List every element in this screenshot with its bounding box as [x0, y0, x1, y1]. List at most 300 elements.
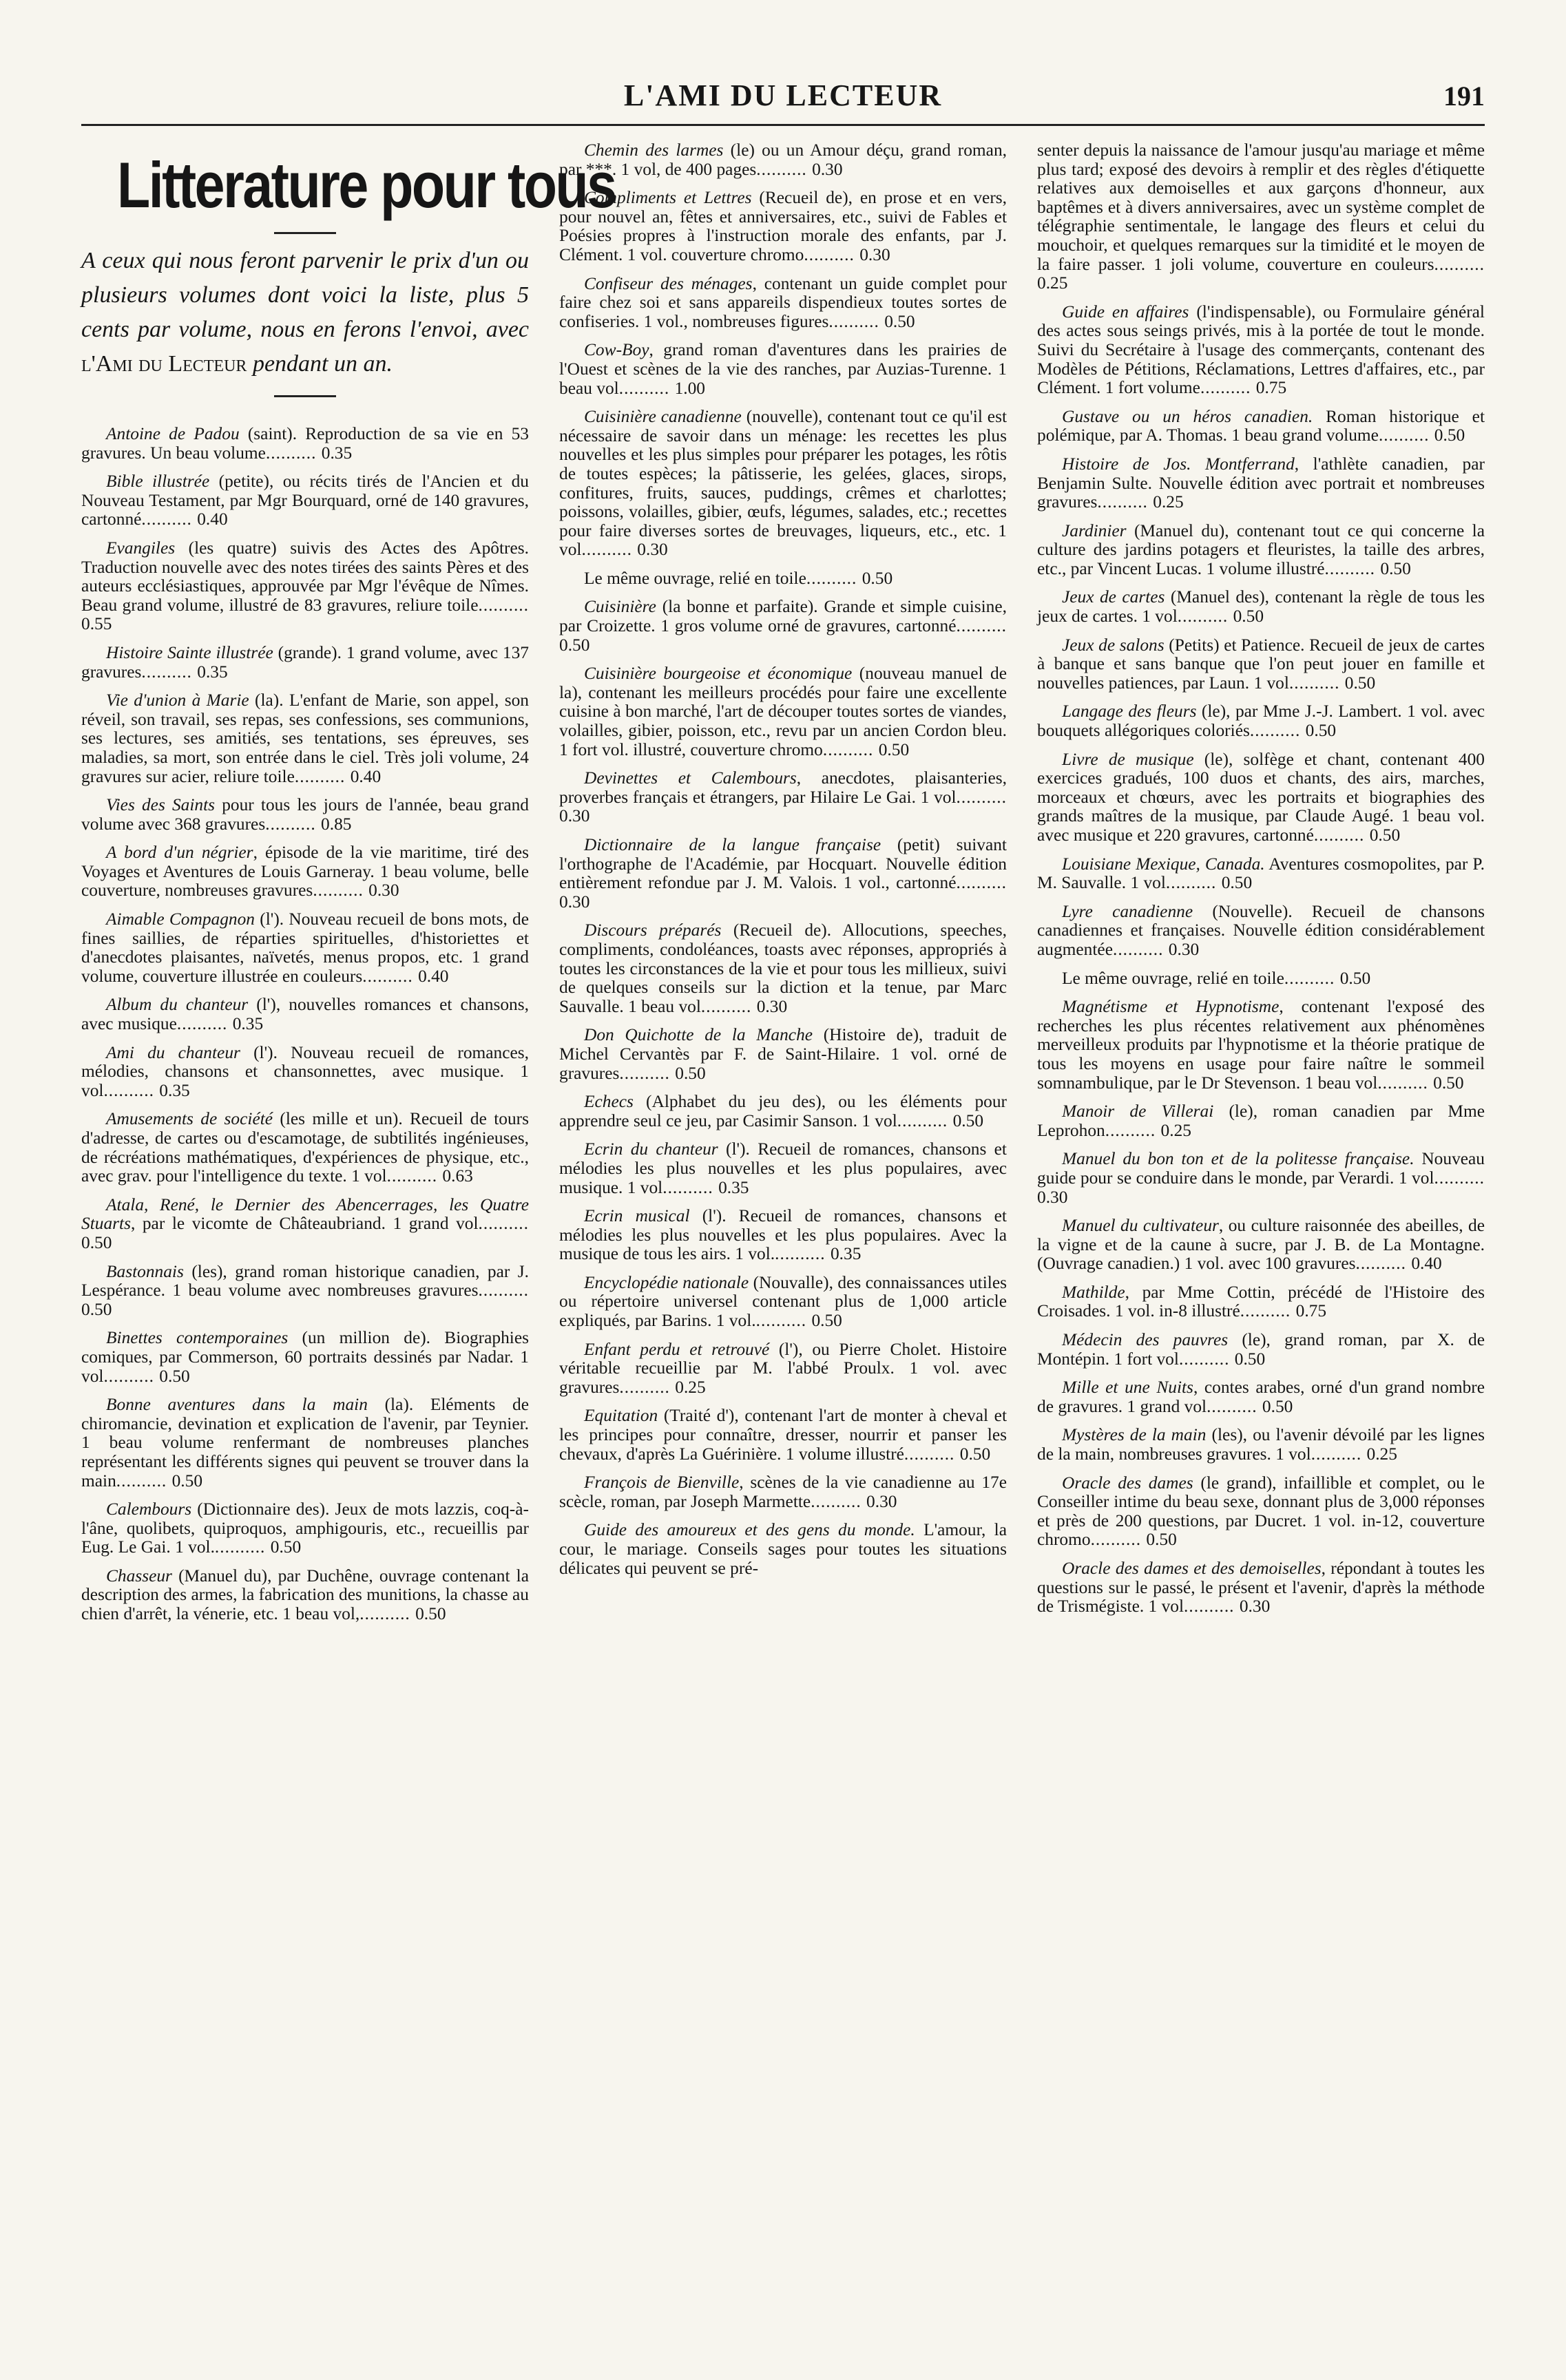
- book-price: 0.25: [1160, 1120, 1191, 1140]
- book-title: Discours préparés: [584, 920, 722, 940]
- book-entry: [1037, 1283, 1485, 1321]
- book-description: (la bonne et parfaite). Grande et simple cuisine, par Croizette. 1 gros volume orné de gravures, cartonné: [559, 597, 1007, 636]
- book-title: Vie d'union à Marie: [106, 691, 249, 710]
- book-description: (Nouvalle), des connaissances utiles ou répertoire universel contenant plus de 1,000 article expliqués, par Barins. 1 vol.: [559, 1272, 1007, 1331]
- book-entry: [1037, 1378, 1485, 1416]
- dot-leader: ..........: [103, 1080, 160, 1100]
- book-entry: [1037, 1426, 1485, 1464]
- book-title: Guide en affaires: [1062, 302, 1189, 322]
- book-description: (la). L'enfant de Marie, son appel, son réveil, son travail, ses repas, ses confessions, ses communions, ses lectures, ses amitiés, ses tentations, ses épreuves, ses maladies, sa mort, son entrée dans le ciel. Très joli volume, 24 gravures sur acier, reliure toile: [81, 691, 529, 786]
- book-description: (le), solfège et chant, contenant 400 exercices gradués, 100 duos et chants, des airs, marches, morceaux et chœurs, avec les portraits et biographies des grands maîtres de la musique, par Claude Augé. 1 beau vol. avec musique et 220 gravures, cartonné: [1037, 749, 1485, 845]
- book-entry: [1037, 1150, 1485, 1207]
- section-heading: Litterature pour tous: [117, 149, 616, 221]
- book-price: 0.30: [756, 996, 788, 1016]
- book-entry: [559, 769, 1007, 826]
- book-price: 0.50: [1234, 1349, 1266, 1369]
- book-title: Cuisinière bourgeoise et économique: [584, 664, 853, 684]
- book-price: 0.35: [197, 662, 228, 682]
- dot-leader: ..........: [176, 1014, 233, 1034]
- dot-leader: ..........: [1434, 254, 1485, 274]
- book-title: Langage des fleurs: [1062, 702, 1197, 722]
- book-price: 0.35: [830, 1244, 862, 1264]
- book-entry: [81, 996, 529, 1033]
- book-title: Médecin des pauvres: [1062, 1330, 1229, 1350]
- book-entry: [559, 341, 1007, 398]
- book-entry: [1037, 522, 1485, 579]
- book-price: 0.40: [418, 966, 449, 986]
- book-description: (Petits) et Patience. Recueil de jeux de cartes à banque et sans banque que l'on peut jouer en famille et nouvelles patiences, par Laun. 1 vol: [1037, 635, 1485, 693]
- book-price: 0.50: [1380, 558, 1411, 578]
- book-description: (Alphabet du jeu des), ou les éléments pour apprendre seul ce jeu, par Casimir Sanson. 1 vol: [559, 1092, 1007, 1130]
- book-description: (la). Eléments de chiromancie, devination et explication de l'avenir, par Teynier. 1 beau volume renfermant de nombreuses planches représentant les différents signes qui peuvent se trouver dans la main: [81, 1395, 529, 1491]
- dot-leader: ..........: [811, 1491, 867, 1511]
- book-price: 1.00: [674, 378, 705, 398]
- book-price: 0.35: [718, 1177, 749, 1197]
- book-entry: [81, 644, 529, 682]
- book-description: (Histoire de), traduit de Michel Cervantès par F. de Saint-Hilaire. 1 vol. orné de gravures: [559, 1025, 1007, 1083]
- book-entry: [81, 1263, 529, 1320]
- book-entry: [81, 843, 529, 901]
- book-title: Bible illustrée: [106, 472, 210, 492]
- book-price: 0.35: [232, 1014, 264, 1034]
- book-description: (petit) suivant l'orthographe de l'Académie, par Hocquart. Nouvelle édition entièrement refondue par J. M. Valois. 1 vol., cartonné: [559, 835, 1007, 893]
- book-description: , ou culture raisonnée des abeilles, de la vigne et de la caune à sucre, par J. B. de La Montagne. (Ouvrage canadien.) 1 vol. avec 100 gravures: [1037, 1216, 1485, 1274]
- column-2: [559, 141, 1007, 2317]
- book-entry: [559, 1093, 1007, 1130]
- book-entry: [81, 539, 529, 634]
- page-number: 191: [1443, 81, 1485, 112]
- dot-leader: ..........: [822, 739, 879, 759]
- book-price: 0.50: [952, 1110, 984, 1130]
- intro-text: A ceux qui nous feront parvenir le prix d'un ou plusieurs volumes dont voici la liste, plus 5 cents par volume, nous en ferons l'envoi, avec: [81, 248, 529, 342]
- book-entry: [559, 664, 1007, 759]
- book-list: [1037, 141, 1485, 1616]
- book-description: (les quatre) suivis des Actes des Apôtres. Traduction nouvelle avec des notes tirées des saints Pères et des auteurs ecclésiastiques, approuvée par Mgr l'évêque de Nîmes. Beau grand volume, illustré de 83 gravures, reliure toile: [81, 538, 529, 615]
- dot-leader: ..........: [619, 1377, 676, 1397]
- book-price: 0.30: [812, 159, 843, 179]
- book-title: Louisiane Mexique, Canada.: [1062, 854, 1265, 874]
- book-description: , scènes de la vie canadienne au 17e scècle, roman, par Joseph Marmette: [559, 1473, 1007, 1511]
- dot-leader: ..........: [956, 787, 1007, 807]
- book-entry: [1037, 1559, 1485, 1616]
- book-description: , par Mme Cottin, précédé de l'Histoire des Croisades. 1 vol. in-8 illustré: [1037, 1282, 1485, 1321]
- dot-leader: ..........: [1249, 721, 1306, 741]
- book-entry: [1037, 702, 1485, 740]
- dot-leader: ..........: [1097, 492, 1153, 512]
- book-description: , grand roman d'aventures dans les prairies de l'Ouest et scènes de la vie des ranches, par Auzias-Turenne. 1 beau vol: [559, 340, 1007, 398]
- dot-leader: ..........: [581, 540, 638, 560]
- book-title: A bord d'un négrier: [106, 843, 253, 863]
- book-title: Mille et une Nuits: [1062, 1378, 1193, 1398]
- book-price: 0.50: [1305, 721, 1337, 741]
- dot-leader: ..........: [619, 1063, 676, 1083]
- dot-leader: ..........: [775, 1244, 831, 1264]
- dot-leader: ..........: [1324, 558, 1381, 578]
- book-entry: [559, 1026, 1007, 1083]
- book-price: 0.50: [884, 311, 915, 331]
- book-title: Don Quichotte de la Manche: [584, 1025, 813, 1045]
- book-title: Gustave ou un héros canadien.: [1062, 406, 1313, 426]
- book-price: 0.50: [559, 635, 590, 655]
- book-price: 0.50: [415, 1604, 446, 1624]
- dot-leader: ..........: [956, 616, 1007, 636]
- book-title: Encyclopédie nationale: [584, 1272, 749, 1292]
- dot-leader: ..........: [1355, 1254, 1412, 1274]
- book-title: Vies des Saints: [106, 795, 216, 815]
- book-description: (l'). Recueil de romances, chansons et mélodies les plus nouvelles et les plus populaires. Avec la musique de tous les airs. 1 vol.: [559, 1206, 1007, 1264]
- book-price: 0.25: [1153, 492, 1184, 512]
- book-title: Ecrin musical: [584, 1206, 690, 1226]
- book-entry: [81, 425, 529, 463]
- book-price: 0.50: [81, 1232, 112, 1252]
- book-price: 0.40: [197, 509, 228, 529]
- dot-leader: ..........: [294, 766, 351, 786]
- book-price: 0.50: [1146, 1530, 1177, 1550]
- book-description: (l'). Recueil de romances, chansons et mélodies les plus nouvelles et les plus populaires, avec musique. 1 vol: [559, 1139, 1007, 1197]
- dot-leader: ..........: [478, 1281, 529, 1300]
- dot-leader: ..........: [700, 996, 757, 1016]
- book-title: Cow-Boy: [584, 340, 649, 360]
- book-price: 0.85: [321, 814, 352, 834]
- book-entry: [1037, 998, 1485, 1093]
- book-price: 0.30: [637, 540, 668, 560]
- book-entry: [81, 472, 529, 529]
- dot-leader: ..........: [804, 244, 860, 264]
- book-title: Echecs: [584, 1092, 634, 1112]
- dot-leader: ..........: [1378, 425, 1434, 445]
- book-price: 0.50: [159, 1366, 190, 1386]
- book-title: Oracle des dames et des demoiselles: [1062, 1559, 1322, 1578]
- book-title: François de Bienville: [584, 1473, 740, 1493]
- dot-leader: ..........: [1184, 1597, 1240, 1616]
- header-rule: [81, 124, 1485, 126]
- header-title: L'AMI DU LECTEUR: [623, 78, 943, 112]
- book-title: Confiseur des ménages: [584, 273, 753, 293]
- book-price: 0.30: [866, 1491, 897, 1511]
- book-description: (petite), ou récits tirés de l'Ancien et du Nouveau Testament, par Mgr Bourquard, orné de 140 gravures, cartonné: [81, 472, 530, 529]
- book-price: 0.50: [959, 1444, 991, 1464]
- dot-leader: ..........: [478, 595, 529, 615]
- book-description: (le), par Mme J.-J. Lambert. 1 vol. avec bouquets allégoriques coloriés: [1037, 702, 1485, 741]
- dot-leader: ..........: [1112, 939, 1169, 959]
- book-title: Calembours: [106, 1499, 192, 1519]
- book-description: (Manuel du), contenant tout ce qui concerne la culture des jardins potagers et fleuristes, la taille des arbres, etc., par Vincent Lucas. 1 volume illustré: [1037, 520, 1485, 578]
- book-title: Ami du chanteur: [106, 1042, 240, 1062]
- book-price: 0.40: [1411, 1254, 1442, 1274]
- book-entry: [81, 910, 529, 986]
- dot-leader: ..........: [141, 509, 198, 529]
- book-description: (le) ou un Amour déçu, grand roman, par ***. 1 vol, de 400 pages: [559, 140, 1007, 179]
- book-entry: [1037, 855, 1485, 893]
- book-title: Manuel du cultivateur: [1062, 1216, 1219, 1236]
- book-entry: [81, 1196, 529, 1253]
- book-entry: [1037, 1217, 1485, 1274]
- book-price: 0.50: [1369, 825, 1401, 845]
- book-title: Equitation: [584, 1406, 658, 1426]
- book-description: (les), ou l'avenir dévoilé par les lignes de la main, nombreuses gravures. 1 vol: [1037, 1425, 1485, 1464]
- book-description: (nouveau manuel de la), contenant les meilleurs procédés pour faire une excellente cuisine à bon marché, l'art de découper toutes sortes de viandes, volailles, gibier, poisson, etc., revu par un ancien Cordon bleu. 1 fort vol. illustré, couverture chromo: [559, 664, 1007, 759]
- book-description: , contenant un guide complet pour faire chez soi et sans appareils dispendieux toutes sortes de confiseries. 1 vol., nombreuses figures: [559, 273, 1007, 331]
- book-price: 0.30: [1037, 1187, 1068, 1207]
- book-entry: [81, 1110, 529, 1186]
- book-title: Amusements de société: [106, 1109, 273, 1129]
- book-title: Mathilde: [1062, 1282, 1125, 1302]
- book-entry: [559, 569, 1007, 589]
- book-title: Jeux de cartes: [1062, 587, 1165, 607]
- book-title: Aimable Compagnon: [106, 909, 255, 929]
- book-price: 0.75: [1255, 378, 1287, 398]
- book-title: Jardinier: [1062, 520, 1127, 540]
- book-description: pour tous les jours de l'année, beau grand volume avec 368 gravures: [81, 795, 529, 834]
- dot-leader: ..........: [618, 378, 675, 398]
- dot-leader: ..........: [359, 1604, 416, 1624]
- book-description: (les mille et un). Recueil de tours d'adresse, de cartes ou d'escamotage, de subtilités ingénieuses, de récréations mathématiques, d'expériences de physique, etc., avec grav. pour l'intelligence du texte. 1 vol: [81, 1109, 529, 1186]
- dot-leader: ..........: [806, 568, 862, 588]
- book-title: Lyre canadienne: [1062, 901, 1193, 921]
- book-description: , répondant à toutes les questions sur le passé, le présent et l'avenir, d'après la méthode de Trismégiste. 1 vol: [1037, 1559, 1485, 1616]
- book-entry: [1037, 1331, 1485, 1369]
- book-price: 0.50: [862, 568, 893, 588]
- dot-leader: ..........: [265, 443, 322, 463]
- book-title: Livre de musique: [1062, 749, 1194, 769]
- dot-leader: ..........: [1105, 1120, 1161, 1140]
- book-description: (l'). Nouveau recueil de romances, mélodies, chansons et chansonnettes, avec musique. 1 vol: [81, 1042, 529, 1100]
- book-description: , anecdotes, plaisanteries, proverbes français et étrangers, par Hilaire Le Gai. 1 vol: [559, 768, 1007, 807]
- book-description: Nouveau guide pour se conduire dans le monde, par Verardi. 1 vol: [1037, 1149, 1485, 1188]
- book-price: 0.50: [1339, 968, 1371, 988]
- book-description: (l'), ou Pierre Cholet. Histoire véritable recueillie par M. l'abbé Proulx. 1 vol. avec gravures: [559, 1339, 1007, 1397]
- book-title: Evangiles: [106, 538, 176, 558]
- dot-leader: ..........: [265, 814, 322, 834]
- book-title: Manuel du bon ton et de la politesse française.: [1062, 1149, 1414, 1169]
- book-title: Cuisinière: [584, 597, 656, 617]
- book-description: senter depuis la naissance de l'amour jusqu'au mariage et même plus tard; exposé des devoirs à remplir et des règles d'étiquette relatives aux demoiselles et aux garçons d'honneur, aux baptêmes et à divers anniversaires, avec un système complet de télégraphie sentimentale, le langage des fleurs et celui du mouchoir, et quelques remarques sur la timidité et le moyen de la faire passer. 1 joli volume, couverture en couleurs: [1037, 140, 1485, 274]
- dot-leader: ..........: [214, 1537, 271, 1557]
- book-entry: [559, 1207, 1007, 1264]
- book-price: 0.50: [270, 1537, 302, 1557]
- book-entry: [1037, 455, 1485, 512]
- book-description: Aventures cosmopolites, par P. M. Sauvalle. 1 vol: [1037, 854, 1485, 893]
- book-entry: [1037, 750, 1485, 845]
- separator-rule: [274, 395, 336, 397]
- book-description: (l'indispensable), ou Formulaire général des actes sous seings privés, mis à la portée de tout le monde. Suivi du Secrétaire à l'usage des commerçants, contenant des Modèles de Pétitions, Réclamations, Lettres d'affaires, etc., par Clément. 1 fort volume: [1037, 302, 1485, 398]
- book-entry: [559, 1473, 1007, 1511]
- book-price: 0.25: [1037, 273, 1068, 293]
- book-price: 0.75: [1295, 1301, 1327, 1321]
- book-entry: [1037, 1474, 1485, 1550]
- book-price: 0.55: [81, 614, 112, 634]
- dot-leader: ..........: [1165, 873, 1222, 893]
- book-entry: [559, 1274, 1007, 1331]
- book-title: Ecrin du chanteur: [584, 1139, 718, 1159]
- book-price: 0.35: [159, 1080, 190, 1100]
- dot-leader: ..........: [1284, 968, 1340, 988]
- running-header: [81, 74, 1485, 116]
- dot-leader: ..........: [478, 1214, 529, 1234]
- book-entry: [559, 189, 1007, 264]
- book-entry: [1037, 1102, 1485, 1140]
- book-title: Histoire Sainte illustrée: [106, 642, 273, 662]
- book-title: Binettes contemporaines: [106, 1328, 289, 1348]
- book-title: Enfant perdu et retrouvé: [584, 1339, 770, 1359]
- book-price: 0.50: [1221, 873, 1253, 893]
- book-entry: [559, 1140, 1007, 1197]
- book-price: 0.30: [1168, 939, 1200, 959]
- book-entry: [559, 141, 1007, 179]
- book-description: (Dictionnaire des). Jeux de mots lazzis, coq-à-l'âne, quolibets, quiproquos, amphigouris, etc., recueillis par Eug. Le Gai. 1 vol.: [81, 1499, 529, 1557]
- book-list: [81, 425, 529, 1624]
- book-title: Album du chanteur: [106, 995, 249, 1015]
- book-title: Dictionnaire de la langue française: [584, 835, 881, 854]
- book-title: Compliments et Lettres: [584, 188, 752, 208]
- book-description: Roman historique et polémique, par A. Thomas. 1 beau grand volume: [1037, 406, 1485, 445]
- book-title: Mystères de la main: [1062, 1425, 1207, 1445]
- book-entry: [81, 691, 529, 786]
- book-entry: [81, 1567, 529, 1624]
- book-price: 0.50: [1434, 425, 1465, 445]
- book-list: [559, 141, 1007, 1578]
- book-title: Manoir de Villerai: [1062, 1102, 1214, 1121]
- dot-leader: ..........: [1313, 825, 1370, 845]
- dot-leader: ..........: [1207, 1396, 1262, 1416]
- column-3: [1037, 141, 1485, 2317]
- book-description: (Recueil de), en prose et en vers, pour nouvel an, fêtes et anniversaires, etc., suivi de Fables et Poésies propres à l'instruction morale des enfants, par J. Clément. 1 vol. couverture chromo: [559, 188, 1007, 264]
- book-title: Magnétisme et Hypnotisme: [1062, 997, 1280, 1017]
- book-description: (Manuel des), contenant la règle de tous les jeux de cartes. 1 vol: [1037, 587, 1485, 626]
- book-entry: [81, 1044, 529, 1101]
- dot-leader: ..........: [1434, 1168, 1485, 1188]
- book-entry: [1037, 303, 1485, 398]
- book-description: , l'athlète canadien, par Benjamin Sulte. Nouvelle édition avec portrait et nombreuses gravures: [1037, 454, 1485, 512]
- book-price: 0.25: [675, 1377, 706, 1397]
- book-title: Chemin des larmes: [584, 140, 724, 160]
- book-price: 0.50: [81, 1299, 112, 1319]
- book-entry: [1037, 588, 1485, 626]
- dot-leader: ..........: [1178, 1349, 1235, 1369]
- book-entry: [81, 796, 529, 834]
- dot-leader: ..........: [1177, 607, 1233, 626]
- book-entry: [559, 1407, 1007, 1464]
- book-description: (nouvelle), contenant tout ce qu'il est nécessaire de savoir dans un ménage: les recettes les plus nouvelles et les plus simples pour préparer les potages, les rôtis de toutes espèces; la pâtisserie, les gelées, glaces, sirops, confitures, fruits, sauces, puddings, crêmes et charlottes; poissons, volailles, gibier, œufs, légumes, salades, etc.; recettes pour faire diverses sortes de breuvages, liqueurs, etc., etc. 1 vol: [559, 407, 1008, 560]
- book-title: Jeux de salons: [1062, 635, 1165, 655]
- book-title: Bonne aventures dans la main: [106, 1395, 368, 1415]
- book-description: (saint). Reproduction de sa vie en 53 gravures. Un beau volume: [81, 424, 529, 463]
- book-entry: [81, 1500, 529, 1557]
- book-price: 0.50: [878, 739, 910, 759]
- dot-leader: ..........: [756, 159, 813, 179]
- book-description: (le), roman canadien par Mme Leprohon: [1037, 1102, 1485, 1140]
- book-title: Devinettes et Calembours: [584, 768, 797, 788]
- text-columns: [81, 141, 1485, 2317]
- book-price: 0.63: [442, 1166, 473, 1186]
- book-entry: [1037, 903, 1485, 960]
- dot-leader: ..........: [103, 1366, 160, 1386]
- book-entry: [81, 1396, 529, 1491]
- intro-brand: l'Ami du Lecteur: [81, 351, 247, 377]
- book-title: Cuisinière canadienne: [584, 407, 742, 427]
- book-title: Guide des amoureux et des gens du monde.: [584, 1520, 915, 1540]
- book-description: , par le vicomte de Châteaubriand. 1 grand vol: [130, 1214, 479, 1234]
- dot-leader: ..........: [386, 1166, 443, 1186]
- book-price: 0.30: [368, 881, 399, 901]
- book-title: Atala, René, le Dernier des Abencerrages, les Quatre Stuarts: [81, 1194, 529, 1234]
- dot-leader: ..........: [1377, 1073, 1434, 1093]
- dot-leader: ..........: [755, 1311, 812, 1331]
- book-title: Chasseur: [106, 1566, 172, 1586]
- book-entry: [559, 275, 1007, 332]
- book-price: 0.50: [675, 1063, 706, 1083]
- dot-leader: ..........: [1200, 378, 1256, 398]
- book-description: Le même ouvrage, relié en toile: [584, 568, 806, 588]
- book-description: , contes arabes, orné d'un grand nombre de gravures. 1 grand vol: [1037, 1378, 1485, 1416]
- book-price: 0.25: [1366, 1444, 1397, 1464]
- book-entry: [1037, 636, 1485, 693]
- dot-leader: ..........: [1240, 1301, 1296, 1321]
- dot-leader: ..........: [313, 881, 369, 901]
- book-title: Histoire de Jos. Montferrand: [1062, 454, 1295, 474]
- book-price: 0.50: [811, 1311, 842, 1331]
- dot-leader: ..........: [904, 1444, 960, 1464]
- book-price: 0.50: [1233, 607, 1264, 626]
- book-entry: [1037, 969, 1485, 989]
- book-price: 0.30: [859, 244, 890, 264]
- book-description: (le), grand roman, par X. de Montépin. 1 fort vol: [1037, 1330, 1485, 1369]
- book-description: (grande). 1 grand volume, avec 137 gravures: [81, 642, 529, 682]
- book-description: (les), grand roman historique canadien, par J. Lespérance. 1 beau volume avec nombreuses gravures: [81, 1261, 529, 1300]
- book-description: (l'), nouvelles romances et chansons, avec musique: [81, 995, 529, 1034]
- book-title: Bastonnais: [106, 1261, 184, 1281]
- book-description: Le même ouvrage, relié en toile: [1062, 968, 1284, 988]
- dot-leader: ..........: [141, 662, 198, 682]
- book-description: (un million de). Biographies comiques, par Commerson, 60 portraits dessinés par Nadar. 1 vol: [81, 1328, 529, 1386]
- book-description: (Traité d'), contenant l'art de monter à cheval et les principes pour connaître, dresser, nourrir et panser les chevaux, d'après La Guérinière. 1 volume illustré: [559, 1406, 1007, 1464]
- intro-paragraph: [81, 244, 529, 381]
- book-description: (Nouvelle). Recueil de chansons canadiennes et françaises. Nouvelle édition considérablement augmentée: [1037, 901, 1485, 959]
- book-price: 0.30: [1239, 1597, 1271, 1616]
- book-entry: [559, 921, 1007, 1016]
- book-entry: [81, 1329, 529, 1386]
- dot-leader: ..........: [662, 1177, 719, 1197]
- dot-leader: ..........: [1311, 1444, 1367, 1464]
- book-description: , épisode de la vie maritime, tiré des Voyages et Aventures de Louis Garneray. 1 beau volume, belle couverture, nombreuses gravures: [81, 843, 529, 901]
- book-price: 0.30: [559, 806, 590, 826]
- dot-leader: ..........: [1090, 1530, 1147, 1550]
- dot-leader: ..........: [956, 873, 1007, 893]
- book-price: 0.35: [321, 443, 353, 463]
- book-description: L'amour, la cour, le mariage. Conseils sages pour toutes les situations délicates qui peuvent se pré-: [559, 1520, 1007, 1578]
- book-entry: [559, 836, 1007, 912]
- dot-leader: ..........: [362, 966, 419, 986]
- book-entry: [559, 408, 1007, 560]
- book-price: 0.50: [1433, 1073, 1464, 1093]
- dot-leader: ..........: [116, 1471, 172, 1491]
- book-entry: [559, 598, 1007, 655]
- book-price: 0.50: [171, 1471, 203, 1491]
- dot-leader: ..........: [1288, 673, 1345, 693]
- book-description: (Manuel du), par Duchêne, ouvrage contenant la description des armes, la fabrication des munitions, la chasse au chien d'arrêt, la vénerie, etc. 1 beau vol,: [81, 1566, 529, 1624]
- intro-tail: pendant un an.: [252, 351, 393, 377]
- book-price: 0.30: [559, 892, 590, 912]
- book-entry: [1037, 141, 1485, 293]
- book-price: 0.50: [1262, 1396, 1293, 1416]
- dot-leader: ..........: [828, 311, 885, 331]
- book-price: 0.50: [1344, 673, 1376, 693]
- book-description: (Recueil de). Allocutions, speeches, compliments, condoléances, toasts avec réponses, appropriés à toutes les circonstances de la vie et pour tous les millieux, suivi de quelques conseils sur la diction et la tenue, par Marc Sauvalle. 1 beau vol: [559, 920, 1007, 1016]
- book-description: , contenant l'exposé des recherches les plus récentes relativement aux phénomènes merveilleux produits par l'hypnotisme et la théorie pratique de tous les moyens en usage pour faire naître le sommeil somnambulique, par le Dr Stevenson. 1 beau vol: [1037, 997, 1485, 1093]
- book-title: Antoine de Padou: [106, 424, 240, 443]
- book-entry: [1037, 408, 1485, 445]
- dot-leader: ..........: [897, 1110, 953, 1130]
